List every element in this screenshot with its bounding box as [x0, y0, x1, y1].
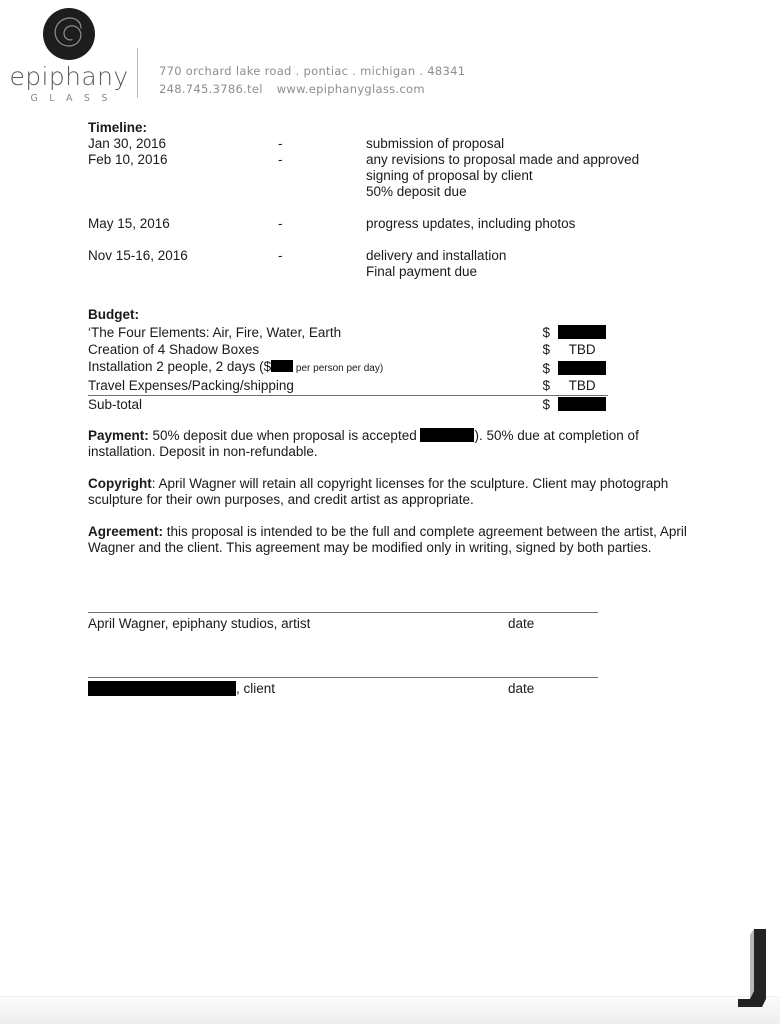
timeline-date: Jan 30, 2016: [88, 136, 167, 151]
timeline-description: [366, 136, 688, 152]
budget-row: [88, 324, 608, 341]
letterhead: [0, 0, 780, 112]
agreement-paragraph: [88, 524, 688, 556]
timeline-row: [88, 248, 688, 280]
budget-amount: TBD: [568, 342, 596, 357]
budget-amount: TBD: [556, 377, 608, 396]
brand-wordmark: epiphany: [9, 62, 129, 91]
artist-signature-block: [88, 612, 688, 632]
timeline-heading: Timeline:: [88, 120, 148, 135]
budget-amount: [556, 324, 608, 341]
budget-item-label-text: Installation 2 people, 2 days ($: [88, 359, 272, 374]
agreement-text: this proposal is intended to be the full and complete agreement between the artist, April Wagner and the client. This agreement may be modified only in writing, signed by both parties.: [88, 524, 687, 555]
budget-currency-symbol: $: [542, 342, 550, 357]
timeline-dash: -: [278, 152, 283, 167]
letterhead-divider: [137, 48, 138, 98]
redaction-bar: [420, 428, 474, 442]
budget-subtotal-amount: [556, 396, 608, 414]
payment-text-before: 50% deposit due when proposal is accepted: [148, 428, 421, 443]
bottom-band: [0, 996, 780, 1024]
artist-signature-line: [88, 616, 688, 632]
budget-item-note: per person per day): [293, 363, 384, 374]
budget-currency-symbol: $: [542, 377, 556, 396]
payment-label: Payment:: [88, 428, 149, 443]
client-signature-rule[interactable]: [88, 677, 598, 678]
letterhead-contact: [159, 62, 465, 98]
timeline-description-line: submission of proposal: [366, 136, 505, 151]
budget-subtotal-label: Sub-total: [88, 397, 143, 412]
timeline-description: [366, 248, 688, 280]
copyright-paragraph: [88, 476, 688, 508]
timeline-date: May 15, 2016: [88, 216, 170, 231]
copyright-text: : April Wagner will retain all copyright licenses for the sculpture. Client may photograph sculpture for their own purposes, and credit artist as appropriate.: [88, 476, 669, 507]
budget-currency-symbol: $: [542, 361, 550, 376]
client-name: [88, 681, 508, 697]
brand-logo: [8, 6, 130, 104]
timeline-dash: -: [278, 248, 283, 263]
budget-currency-symbol: $: [542, 325, 550, 340]
artist-name: April Wagner, epiphany studios, artist: [88, 616, 311, 631]
timeline-description-line: delivery and installation: [366, 248, 507, 263]
agreement-label: Agreement:: [88, 524, 164, 539]
budget-row: [88, 377, 608, 396]
contact-phone: 248.745.3786.tel: [159, 82, 263, 96]
budget-table: [88, 324, 608, 413]
budget-row: [88, 341, 608, 358]
timeline-description-line: signing of proposal by client: [366, 168, 533, 183]
timeline-row: [88, 136, 688, 152]
timeline-description-line: progress updates, including photos: [366, 216, 576, 231]
copyright-label: Copyright: [88, 476, 152, 491]
terms-section: [88, 428, 688, 572]
redaction-bar: [558, 397, 606, 411]
contact-address: 770 orchard lake road . pontiac . michigan . 48341: [159, 64, 466, 78]
timeline-description: [366, 216, 688, 232]
budget-row: [88, 358, 608, 377]
client-date-label: date: [508, 681, 535, 696]
payment-text-after: ). 50% due at completion of installation. Deposit in non-refundable.: [88, 428, 639, 459]
brand-sub-wordmark: G L A S S: [30, 93, 112, 105]
contact-phone-web: [159, 80, 465, 98]
payment-paragraph: [88, 428, 688, 460]
redaction-bar: [558, 361, 606, 375]
redaction-bar: [271, 360, 293, 372]
client-name-suffix: , client: [236, 681, 276, 696]
timeline-row: [88, 216, 688, 232]
budget-item-label: Creation of 4 Shadow Boxes: [88, 342, 260, 357]
timeline-description: [366, 152, 688, 200]
timeline-dash: -: [278, 136, 283, 151]
artist-date-label: date: [508, 616, 535, 631]
redaction-bar: [558, 325, 606, 339]
signature-section: [88, 612, 688, 697]
redaction-bar: [88, 681, 236, 696]
budget-item-label: ‘The Four Elements: Air, Fire, Water, Earth: [88, 325, 342, 340]
timeline-date: Feb 10, 2016: [88, 152, 168, 167]
spiral-circle-logo-icon: [41, 6, 97, 62]
timeline-description-line: 50% deposit due: [366, 184, 467, 199]
client-signature-block: [88, 677, 688, 697]
budget-currency-symbol: $: [542, 397, 550, 412]
budget-row-subtotal: [88, 396, 608, 414]
timeline-section: [88, 120, 688, 280]
timeline-description-line: Final payment due: [366, 264, 478, 279]
budget-amount: [556, 358, 608, 377]
timeline-dash: -: [278, 216, 283, 231]
timeline-row: [88, 152, 688, 200]
timeline-date: Nov 15-16, 2016: [88, 248, 188, 263]
budget-item-label: Travel Expenses/Packing/shipping: [88, 377, 542, 396]
timeline-description-line: any revisions to proposal made and approved: [366, 152, 640, 167]
artist-signature-rule[interactable]: [88, 612, 598, 613]
contact-website: www.epiphanyglass.com: [276, 82, 425, 96]
signature-spacer: [88, 632, 688, 677]
budget-section: [88, 307, 688, 413]
budget-item-label: [88, 358, 542, 377]
page-curl-mark-icon: [728, 929, 768, 1011]
budget-heading: Budget:: [88, 307, 139, 322]
client-signature-line: [88, 681, 688, 697]
